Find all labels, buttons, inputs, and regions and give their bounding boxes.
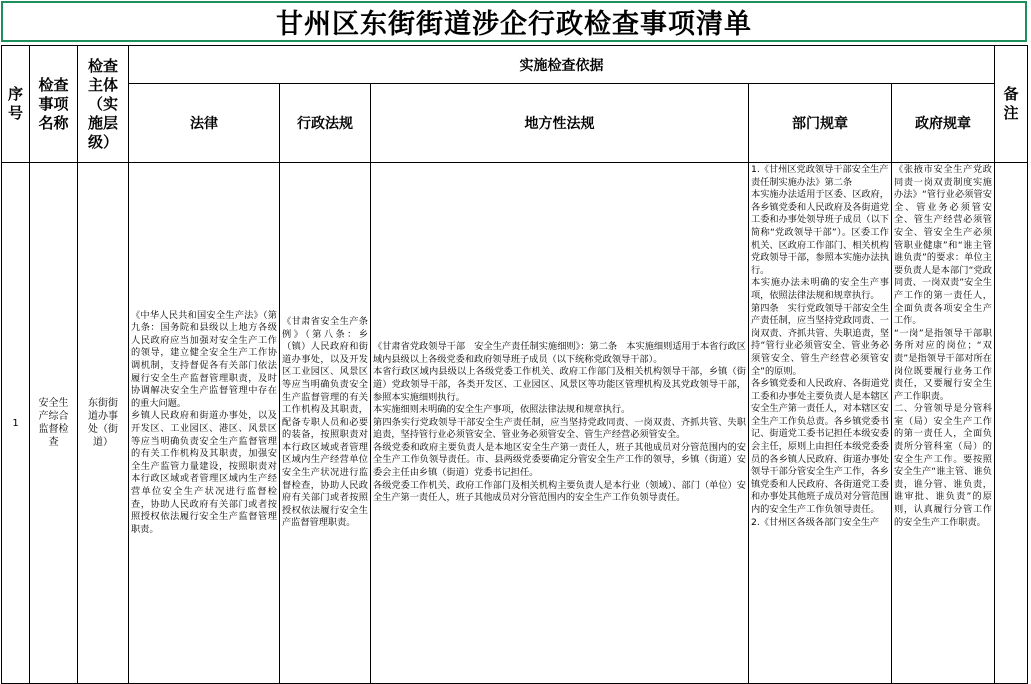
row-gov-rule-text: 《张掖市安全生产党政同责一岗双责制度实施办法》“管行业必须管安全、管业务必须管安全、管生产经营必须管安全、管安全生产必须管职业健康”和“谁主管谁负责”的要求：单位主要负责人是本部门“党政同责、一岗双责”安全生产工作的第一责任人，全面负责各项安全生产工作。 “一岗”是指领导干部职务所对应的岗位；“双责”是指领导干部对所在岗位既要履行业务工作责任，又要履行安全生产工作职责。 二、分管领导是分管科室（局）安全生产工作的第一责任人，全面负责所分管科室（局）的安全生产工作。要按照安全生产“谁主管、谁负责，谁分管、谁负责，谁审批、谁负责”的原则，认真履行分管工作的安全生产工作职责。 — [894, 164, 992, 528]
row-subject: 东街街 道办事 处（街 道） — [77, 162, 129, 684]
row-local-reg-cell — [370, 162, 749, 684]
row-seq: 1 — [1, 162, 30, 684]
row-remark — [994, 162, 1028, 684]
row-admin-reg-cell — [279, 162, 371, 684]
row-dept-rule-cell — [748, 162, 892, 684]
header-item-name: 检查 事项 名称 — [29, 45, 78, 163]
row-admin-reg-text: 《甘肃省安全生产条例》（第八条：乡（镇）人民政府和街道办事处，以及开发区工业园区、风景区等应当明确负责安全生产监督管理的有关工作机构及其职责，配备专职人员和必要的装备，按照职责对本行政区域或者管理区域内生产经营单位安全生产状况进行监督检查，协助人民政府有关部门或者按照授权依法履行安全生产监督管理职责。 — [282, 315, 368, 529]
header-admin-reg: 行政法规 — [279, 83, 371, 163]
header-dept-rule: 部门规章 — [748, 83, 892, 163]
row-law-text: 《中华人民共和国安全生产法》（第九条：国务院和县级以上地方各级人民政府应当加强对安全生产工作的领导，建立健全安全生产工作协调机制，支持督促各有关部门依法履行安全生产监督管理职责，及时协调解决安全生产监督管理中存在的重大问题。 乡镇人民政府和街道办事处，以及开发区、工业园区、港区、风景区等应当明确负责安全生产监督管理的有关工作机构及其职责，加强安全生产监管力量建设，按照职责对本行政区域或者管理区域内生产经营单位安全生产状况进行监督检查，协助人民政府有关部门或者按照授权依法履行安全生产监督管理职责。 — [131, 309, 277, 535]
row-dept-rule-text: 1.《甘州区党政领导干部安全生产 责任制实施办法》第二条 本实施办法适用于区委、区政府，各乡镇党委和人民政府及各街道党工委和办事处领导班子成员（以下简称“党政领导干部”）。区委工作机关、区政府工作部门、相关机构党政领导干部，参照本实施办法执行。 本实施办法未明确的安全生产事项，依照法律法规和规章执行。 第四条 实行党政领导干部安全生产责任制，应当坚持党政同责、一岗双责、齐抓共管、失职追责，坚持“管行业必须管安全、管业务必须管安全、管生产经营必须管安全”的原则。 各乡镇党委和人民政府、各街道党工委和办事处主要负责人是本辖区安全生产第一责任人，对本辖区安全生产工作负总责。各乡镇党委书记、街道党工委书记担任本级安委会主任，原则上由担任本级党委委员的各乡镇人民政府、街道办事处领导干部分管安全生产工作，各乡镇党委和人民政府、各街道党工委和办事处其他班子成员对分管范围内的安全生产工作负领导责任。 2.《甘州区各级各部门安全生产 — [751, 164, 889, 528]
header-gov-rule: 政府规章 — [891, 83, 995, 163]
header-seq: 序 号 — [1, 45, 30, 163]
row-local-reg-text: 《甘肃省党政领导干部 安全生产责任制实施细则》：第二条 本实施细则适用于本省行政区域内县级以上各级党委和政府领导班子成员（以下统称党政领导干部）。 本省行政区域内县级以上各级党委工作机关、政府工作部门及相关机构领导干部，乡镇（街道）党政领导干部，各类开发区、工业园区、风景区等功能区管理机构及其党政领导干部，参照本实施细则执行。 本实施细则未明确的安全生产事项，依照法律法规和规章执行。 第四条实行党政领导干部安全生产责任制，应当坚持党政同责、一岗双责、齐抓共管、失职追责，坚持管行业必须管安全、管业务必须管安全、管生产经营必须管安全。 各级党委和政府主要负责人是本地区安全生产第一责任人，班子其他成员对分管范围内的安全生产工作负领导责任。市、县两级党委要确定分管安全生产工作的领导，乡镇（街道）安委会主任由乡镇（街道）党委书记担任。 各级党委工作机关、政府工作部门及相关机构主要负责人是本行业（领域）、部门（单位）安全生产第一责任人，班子其他成员对分管范围内的安全生产工作负领导责任。 — [373, 341, 746, 504]
row-gov-rule-cell — [891, 162, 995, 684]
header-subject: 检查 主体 （实 施层 级） — [77, 45, 129, 163]
header-basis: 实施检查依据 — [128, 45, 995, 84]
row-item-name: 安全生 产综合 监督检 查 — [29, 162, 78, 684]
header-law: 法律 — [128, 83, 280, 163]
row-law-cell — [128, 162, 280, 684]
document-title: 甘州区东街街道涉企行政检查事项清单 — [1, 1, 1027, 42]
header-remark: 备 注 — [994, 45, 1028, 163]
header-local-reg: 地方性法规 — [370, 83, 749, 163]
